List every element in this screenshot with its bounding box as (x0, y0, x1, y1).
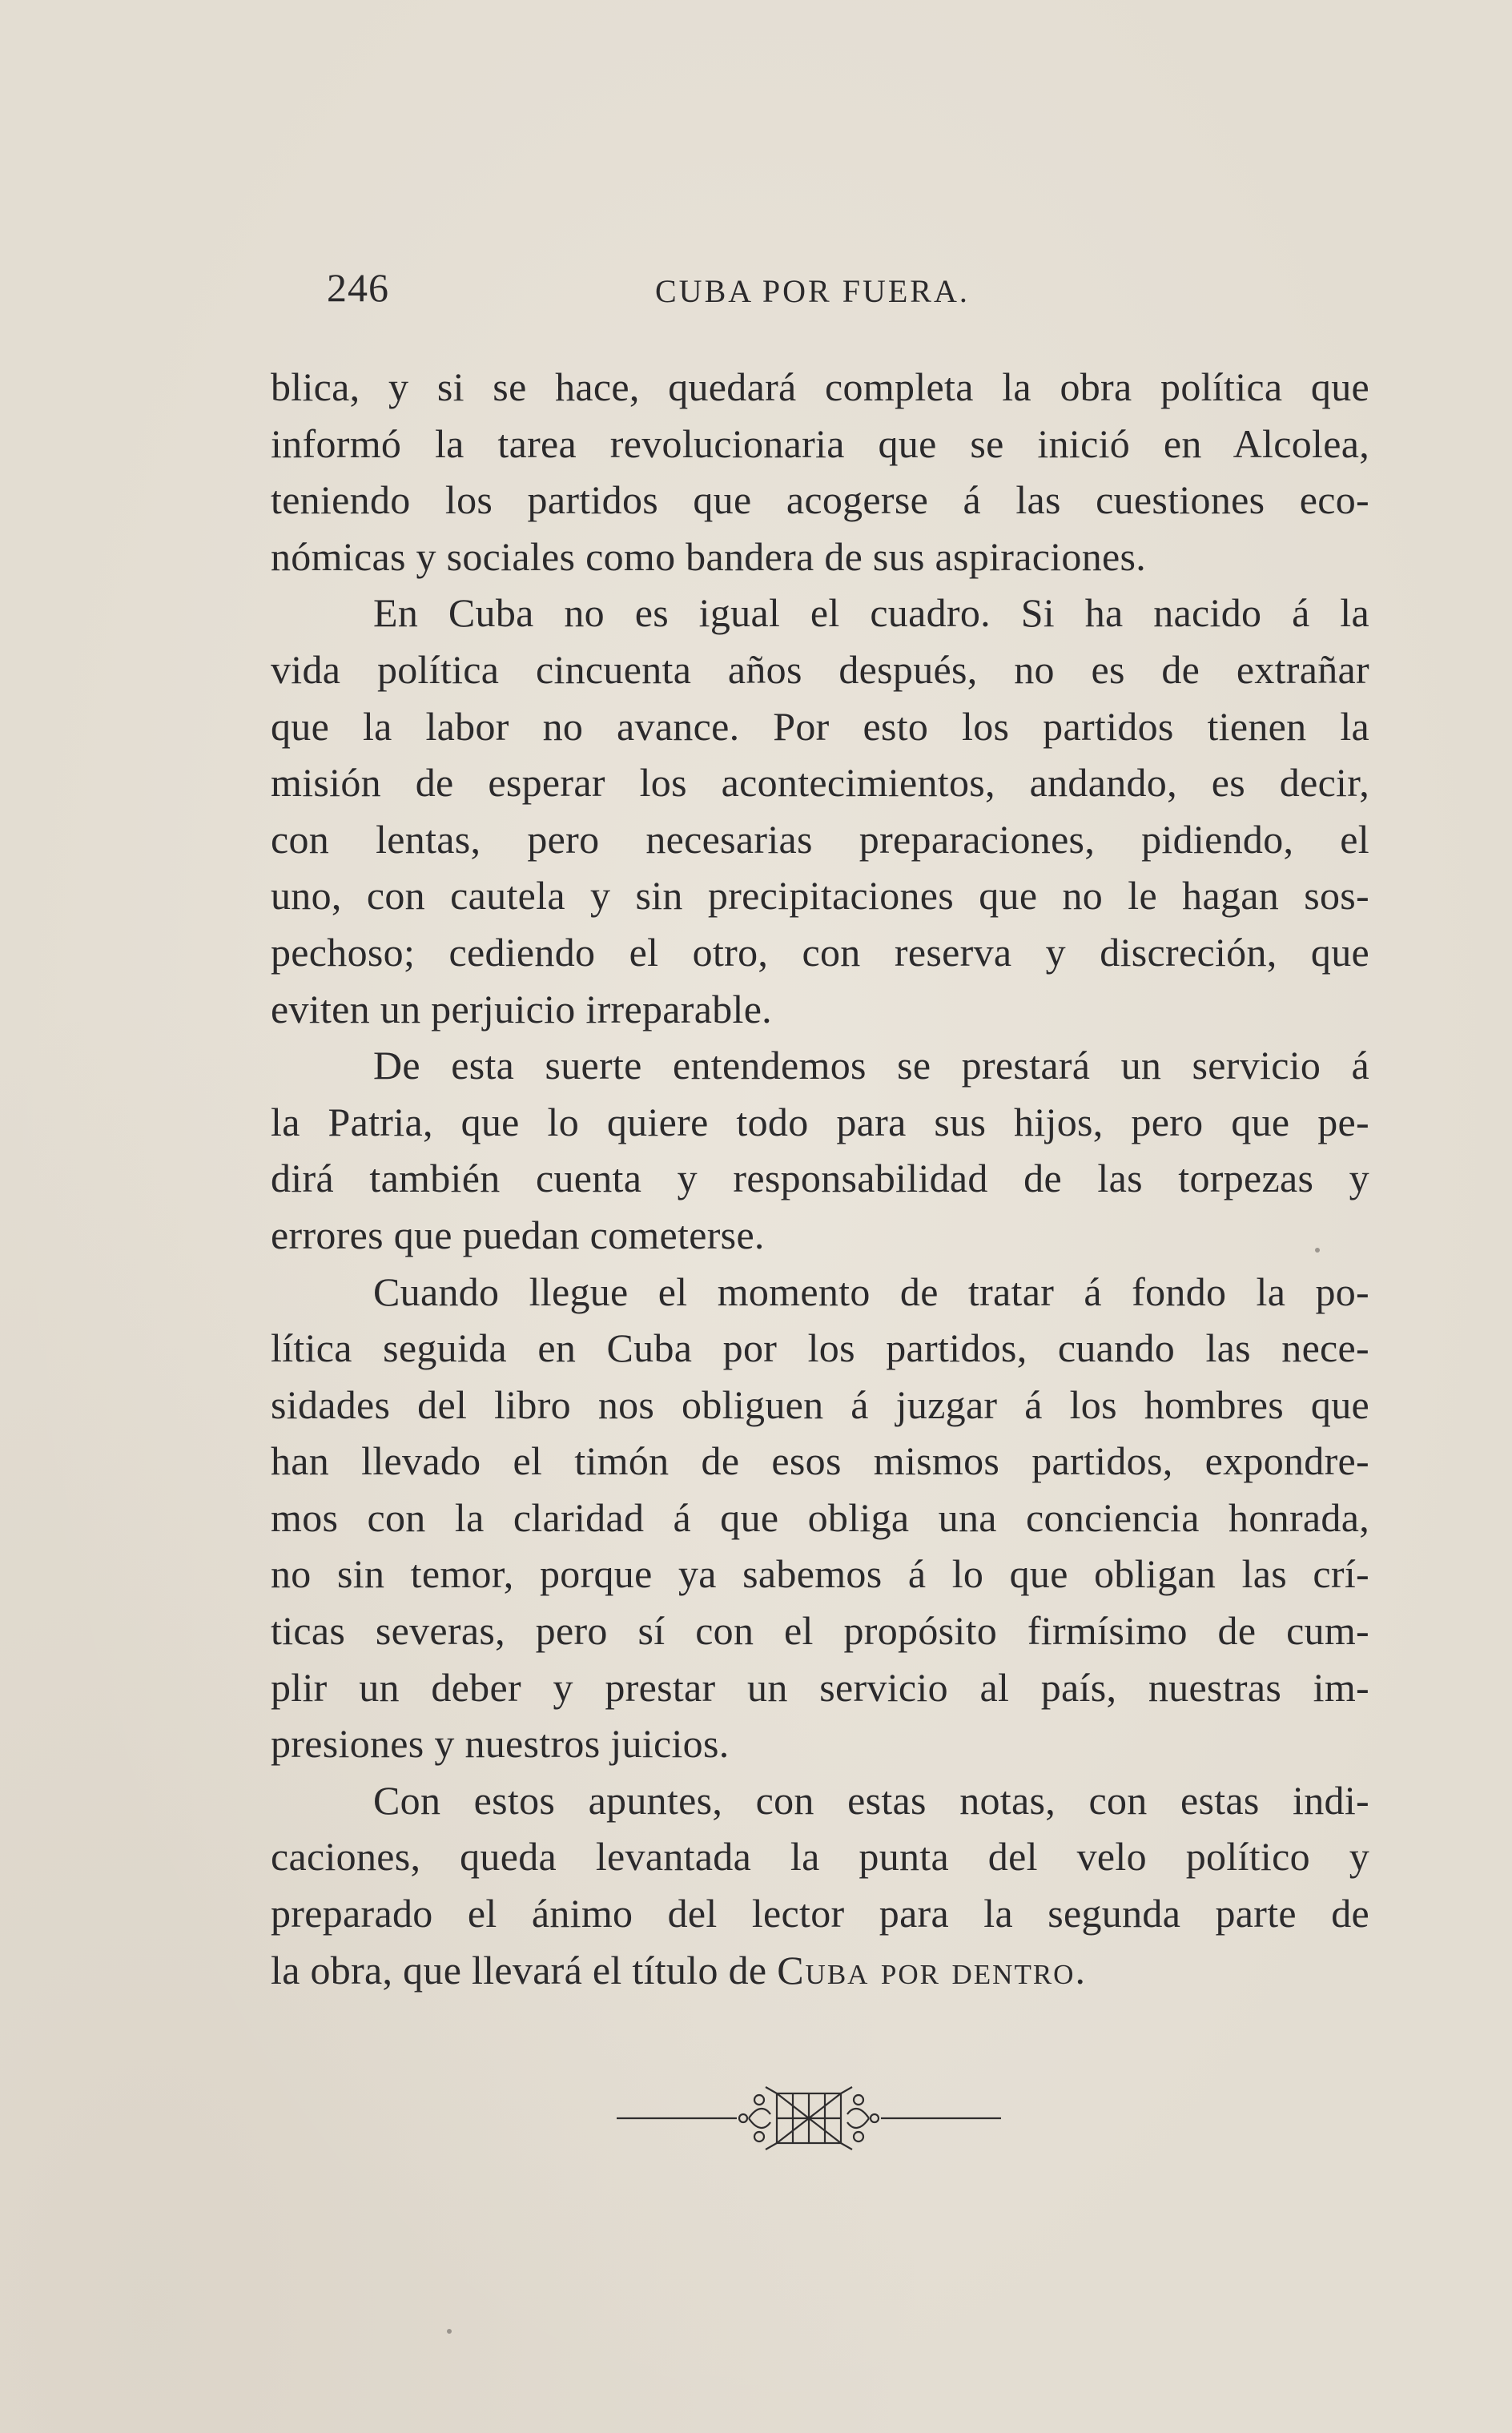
text-line: con lentas, pero necesarias preparaciones, pidiendo, el (271, 816, 1369, 862)
text-line: pechoso; cediendo el otro, con reserva y discreción, que (271, 929, 1369, 975)
text-line: lítica seguida en Cuba por los partidos, cuando las nece- (271, 1325, 1369, 1371)
text-line: mos con la claridad á que obliga una conciencia honrada, (271, 1494, 1369, 1540)
final-text-line (271, 1942, 1369, 1999)
paragraph-first-line: En Cuba no es igual el cuadro. Si ha nacido á la (373, 590, 1369, 636)
fleuron-ornament-icon (617, 2082, 1001, 2154)
final-line-lead: la obra, que llevará el título de (271, 1947, 778, 1993)
text-line: teniendo los partidos que acogerse á las cuestiones eco- (271, 477, 1369, 523)
text-line: informó la tarea revolucionaria que se inició en Alcolea, (271, 420, 1369, 466)
paragraph-first-line: Con estos apuntes, con estas notas, con estas indi- (373, 1777, 1369, 1823)
paragraph-first-line: De esta suerte entendemos se prestará un servicio á (373, 1043, 1369, 1088)
text-line: la Patria, que lo quiere todo para sus hijos, pero que pe- (271, 1099, 1369, 1144)
text-line: caciones, queda levantada la punta del velo político y (271, 1834, 1369, 1880)
running-head (327, 264, 1128, 328)
text-line: han llevado el timón de esos mismos partidos, expondre- (271, 1438, 1369, 1484)
body-text (271, 359, 1369, 1998)
text-line: dirá también cuenta y responsabilidad de las torpezas y (271, 1156, 1369, 1201)
final-line-tail: . (1075, 1947, 1086, 1993)
text-line: presiones y nuestros juicios. (271, 1721, 730, 1767)
text-line: sidades del libro nos obliguen á juzgar á los hombres que (271, 1381, 1369, 1427)
text-line: que la labor no avance. Por esto los partidos tienen la (271, 703, 1369, 749)
text-line: eviten un perjuicio irreparable. (271, 986, 772, 1032)
text-line: plir un deber y prestar un servicio al país, nuestras im- (271, 1664, 1369, 1710)
text-line: misión de esperar los acontecimientos, andando, es decir, (271, 760, 1369, 806)
text-line: ticas severas, pero sí con el propósito firmísimo de cum- (271, 1608, 1369, 1654)
text-line: nómicas y sociales como bandera de sus aspiraciones. (271, 533, 1147, 579)
text-line: no sin temor, porque ya sabemos á lo que obligan las crí- (271, 1551, 1369, 1597)
text-line: preparado el ánimo del lector para la segunda parte de (271, 1891, 1369, 1936)
paper-speck (1315, 1248, 1320, 1253)
text-line: errores que puedan cometerse. (271, 1212, 765, 1257)
running-title: CUBA POR FUERA. (655, 273, 970, 309)
book-title-small-caps: Cuba por dentro (777, 1947, 1076, 1993)
paper-speck (447, 2329, 452, 2334)
page-number: 246 (327, 265, 389, 310)
text-line: uno, con cautela y sin precipitaciones que no le hagan sos- (271, 873, 1369, 919)
text-line: vida política cincuenta años después, no es de extrañar (271, 646, 1369, 692)
paragraph-first-line: Cuando llegue el momento de tratar á fondo la po- (373, 1269, 1369, 1314)
text-line: blica, y si se hace, quedará completa la obra política que (271, 364, 1369, 409)
